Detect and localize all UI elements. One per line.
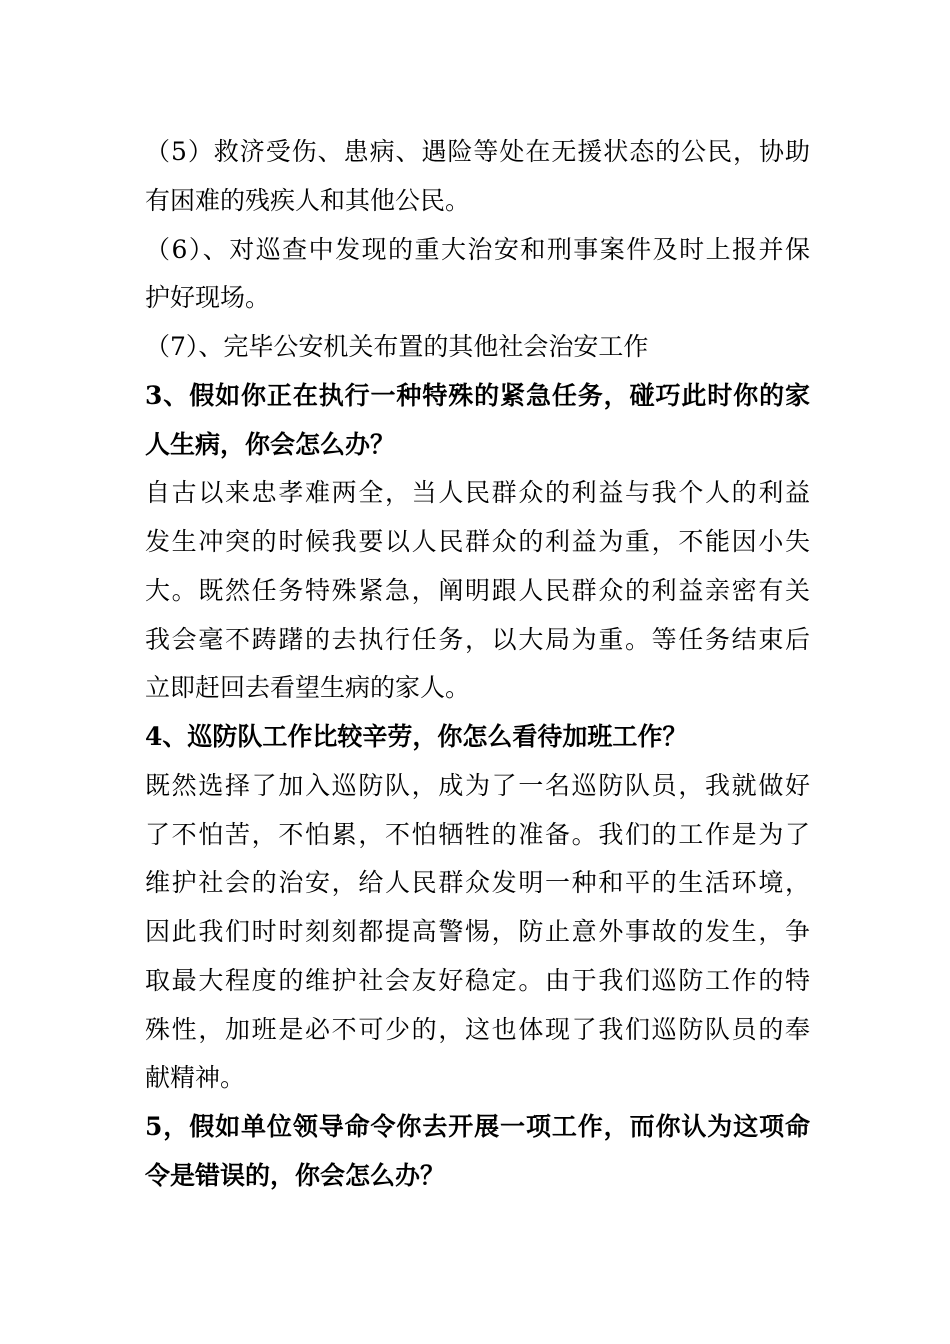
answer-line: 既然选择了加入巡防队，成为了一名巡防队员，我就做好 xyxy=(145,770,810,800)
answer-line: 我会毫不踌躇的去执行任务，以大局为重。等任务结束后 xyxy=(145,624,810,654)
text-line: （7）、完毕公安机关布置的其他社会治安工作 xyxy=(145,332,649,361)
answer-line: 献精神。 xyxy=(145,1063,246,1093)
question-heading-line: 5，假如单位领导命令你去开展一项工作，而你认为这项命 xyxy=(145,1112,810,1141)
text-line: 护好现场。 xyxy=(145,283,271,313)
answer-line: 立即赶回去看望生病的家人。 xyxy=(145,673,471,703)
text-line: （6）、对巡查中发现的重大治安和刑事案件及时上报并保 xyxy=(145,234,810,264)
document-page xyxy=(145,128,810,1201)
question-heading-line: 3、假如你正在执行一种特殊的紧急任务，碰巧此时你的家 xyxy=(145,380,810,410)
question-heading-line: 令是错误的，你会怎么办？ xyxy=(145,1160,446,1190)
answer-line: 维护社会的治安，给人民群众发明一种和平的生活环境， xyxy=(145,868,810,898)
answer-line: 了不怕苦，不怕累，不怕牺牲的准备。我们的工作是为了 xyxy=(145,819,810,849)
text-line: 有困难的残疾人和其他公民。 xyxy=(145,185,471,215)
answer-line: 大。既然任务特殊紧急，阐明跟人民群众的利益亲密有关 xyxy=(145,575,810,605)
answer-line: 发生冲突的时候我要以人民群众的利益为重，不能因小失 xyxy=(145,527,810,556)
question-heading-line: 人生病，你会怎么办？ xyxy=(145,429,396,459)
question-heading-line: 4、巡防队工作比较辛劳，你怎么看待加班工作？ xyxy=(145,722,688,751)
text-line: （5）救济受伤、患病、遇险等处在无援状态的公民，协助 xyxy=(145,137,810,166)
answer-line: 因此我们时时刻刻都提高警惕，防止意外事故的发生，争 xyxy=(145,917,810,946)
answer-line: 自古以来忠孝难两全，当人民群众的利益与我个人的利益 xyxy=(145,478,810,508)
answer-line: 取最大程度的维护社会友好稳定。由于我们巡防工作的特 xyxy=(145,965,810,995)
answer-line: 殊性，加班是必不可少的，这也体现了我们巡防队员的奉 xyxy=(145,1014,810,1044)
